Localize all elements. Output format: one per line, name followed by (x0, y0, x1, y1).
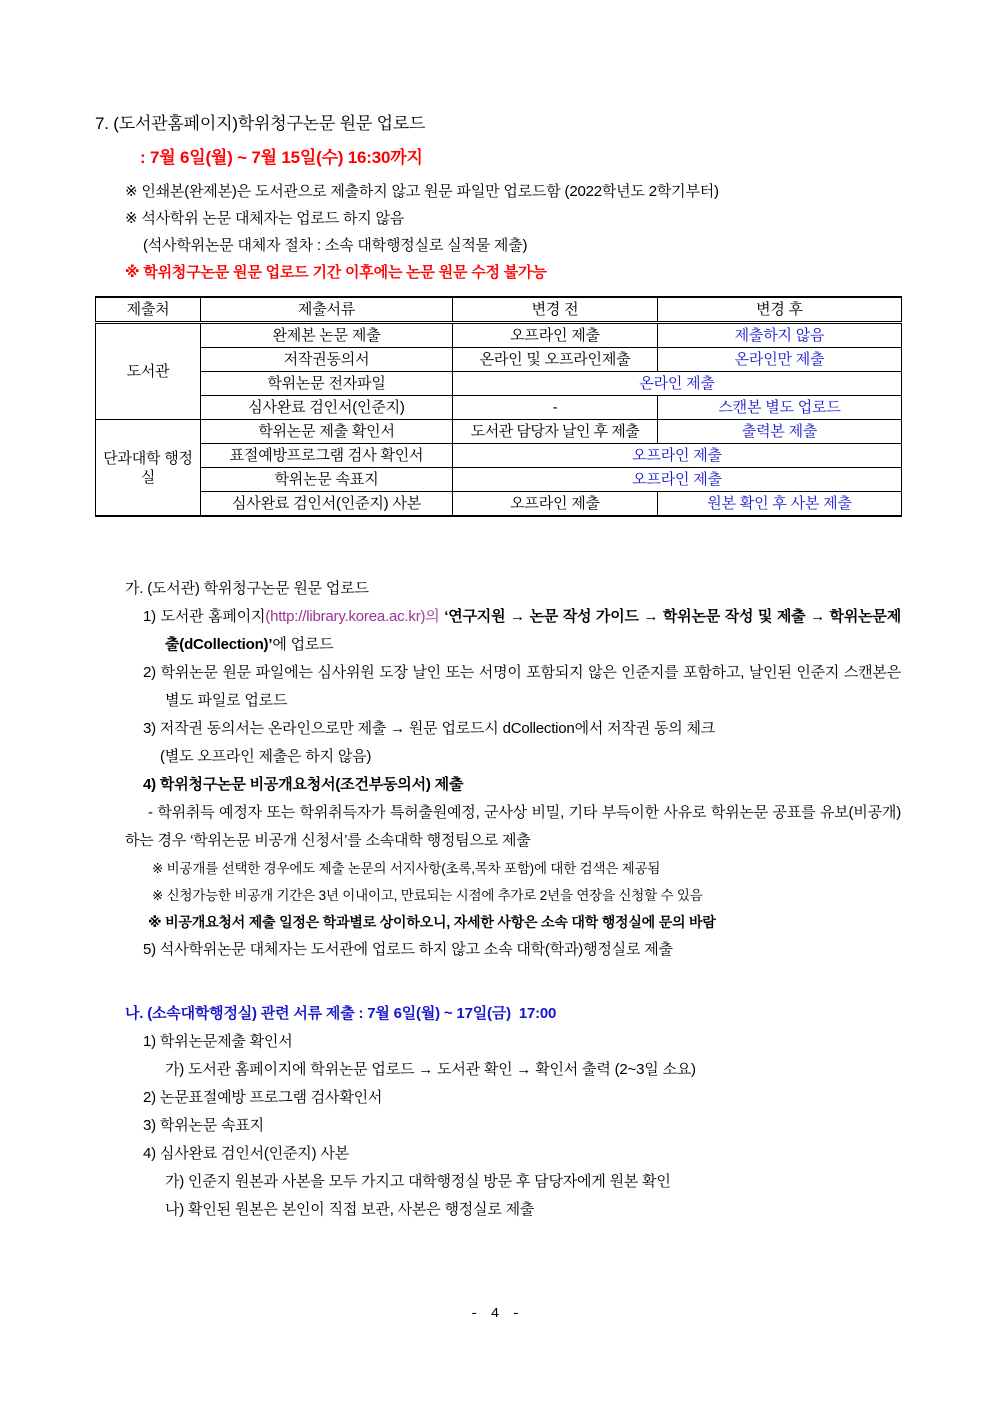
document-content (95, 112, 901, 1224)
col-header-submit-to: 제출처 (96, 297, 201, 323)
table-row (96, 348, 902, 372)
before-cell: - (453, 396, 658, 420)
ga-item-3: 3) 저작권 동의서는 온라인으로만 제출 → 원문 업로드시 dCollection에서 저작권 동의 체크 (143, 720, 716, 737)
ga-item-1 (95, 603, 901, 659)
section-na-title: 나. (소속대학행정실) 관련 서류 제출 : 7월 6일(월) ~ 17일(금) 17:00 (125, 1005, 557, 1022)
before-cell: 오프라인 제출 (453, 323, 658, 348)
doc-cell: 학위논문 전자파일 (201, 372, 453, 396)
section-ga (95, 575, 901, 964)
section-ga-title: 가. (도서관) 학위청구논문 원문 업로드 (125, 580, 369, 597)
na-item-1-sub: 가) 도서관 홈페이지에 학위논문 업로드 → 도서관 확인 → 확인서 출력 (2~3일 소요) (165, 1061, 696, 1078)
after-cell: 온라인만 제출 (658, 348, 902, 372)
table-header-row (96, 297, 902, 323)
note-no-edit-after-deadline: ※ 학위청구논문 원문 업로드 기간 이후에는 논문 원문 수정 불가능 (125, 264, 547, 281)
after-cell: 제출하지 않음 (658, 323, 902, 348)
table-row (96, 444, 902, 468)
table-row (96, 396, 902, 420)
section-7-upload-period: : 7월 6일(월) ~ 7월 15일(수) 16:30까지 (140, 148, 423, 167)
na-item-4: 4) 심사완료 검인서(인준지) 사본 (143, 1145, 349, 1162)
before-cell: 도서관 담당자 날인 후 제출 (453, 420, 658, 444)
na-item-4-sub-1: 가) 인준지 원본과 사본을 모두 가지고 대학행정실 방문 후 담당자에게 원본 확인 (165, 1173, 671, 1190)
na-item-3: 3) 학위논문 속표지 (143, 1117, 264, 1134)
ga-item-3-sub: (별도 오프라인 제출은 하지 않음) (160, 748, 372, 765)
ga-item-1-path: ‘연구지원 → 논문 작성 가이드 → 학위논문 작성 및 제출 → 학위논문제출(dCollection)’ (165, 608, 902, 653)
note-master-substitute-procedure: (석사학위논문 대체자 절차 : 소속 대학행정실로 실적물 제출) (143, 237, 528, 254)
after-cell: 스캔본 별도 업로드 (658, 396, 902, 420)
table-row (96, 468, 902, 492)
na-item-1: 1) 학위논문제출 확인서 (143, 1033, 293, 1050)
col-header-after-change: 변경 후 (658, 297, 902, 323)
na-item-4-sub-2: 나) 확인된 원본은 본인이 직접 보관, 사본은 행정실로 제출 (165, 1201, 535, 1218)
col-header-documents: 제출서류 (201, 297, 453, 323)
group-library: 도서관 (96, 323, 201, 420)
na-item-2: 2) 논문표절예방 프로그램 검사확인서 (143, 1089, 383, 1106)
before-cell: 오프라인 제출 (453, 492, 658, 517)
doc-cell: 저작권동의서 (201, 348, 453, 372)
doc-cell: 학위논문 제출 확인서 (201, 420, 453, 444)
doc-cell: 심사완료 검인서(인준지) 사본 (201, 492, 453, 517)
page-number: - 4 - (469, 1306, 522, 1322)
group-college-office: 단과대학 행정실 (96, 420, 201, 517)
after-cell: 원본 확인 후 사본 제출 (658, 492, 902, 517)
table-row (96, 420, 902, 444)
ga-item-4-note-2: ※ 신청가능한 비공개 기간은 3년 이내이고, 만료되는 시점에 추가로 2년을 연장을 신청할 수 있음 (152, 888, 703, 903)
submission-change-table (95, 296, 902, 517)
ga-item-1-suffix: 에 업로드 (272, 636, 334, 653)
table-row (96, 372, 902, 396)
col-header-before-change: 변경 전 (453, 297, 658, 323)
merged-cell: 온라인 제출 (453, 372, 902, 396)
section-7-notes (95, 178, 901, 286)
after-cell: 출력본 제출 (658, 420, 902, 444)
merged-cell: 오프라인 제출 (453, 444, 902, 468)
ga-item-5: 5) 석사학위논문 대체자는 도서관에 업로드 하지 않고 소속 대학(학과)행정실로 제출 (143, 941, 673, 958)
doc-cell: 완제본 논문 제출 (201, 323, 453, 348)
doc-cell: 심사완료 검인서(인준지) (201, 396, 453, 420)
ga-item-4-title: 4) 학위청구논문 비공개요청서(조건부동의서) 제출 (143, 776, 464, 793)
ga-item-2: 2) 학위논문 원문 파일에는 심사위원 도장 날인 또는 서명이 포함되지 않은 인준지를 포함하고, 날인된 인준지 스캔본은 별도 파일로 업로드 (143, 664, 901, 709)
ga-item-4-note-3: ※ 비공개요청서 제출 일정은 학과별로 상이하오니, 자세한 사항은 소속 대학 행정실에 문의 바람 (148, 914, 716, 930)
merged-cell: 오프라인 제출 (453, 468, 902, 492)
before-cell: 온라인 및 오프라인제출 (453, 348, 658, 372)
ga-item-1-prefix: 1) 도서관 홈페이지 (143, 608, 266, 625)
section-7-title: 7. (도서관홈페이지)학위청구논문 원문 업로드 (95, 114, 426, 133)
section-na (95, 1000, 901, 1224)
table-row (96, 323, 902, 348)
ga-item-4-description: - 학위취득 예정자 또는 학위취득자가 특허출원예정, 군사상 비밀, 기타 부득이한 사유로 학위논문 공표를 유보(비공개)하는 경우 ‘학위논문 비공개 신청서’를 소속대학 행정팀으로 제출 (125, 804, 901, 849)
doc-cell: 표절예방프로그램 검사 확인서 (201, 444, 453, 468)
table-row (96, 492, 902, 517)
note-print-copy: ※ 인쇄본(완제본)은 도서관으로 제출하지 않고 원문 파일만 업로드함 (2022학년도 2학기부터) (125, 183, 719, 200)
doc-cell: 학위논문 속표지 (201, 468, 453, 492)
library-homepage-link[interactable]: (http://library.korea.ac.kr)의 (265, 608, 440, 625)
note-master-substitute: ※ 석사학위 논문 대체자는 업로드 하지 않음 (125, 210, 405, 227)
ga-item-4-note-1: ※ 비공개를 선택한 경우에도 제출 논문의 서지사항(초록,목차 포함)에 대한 검색은 제공됨 (152, 861, 661, 876)
